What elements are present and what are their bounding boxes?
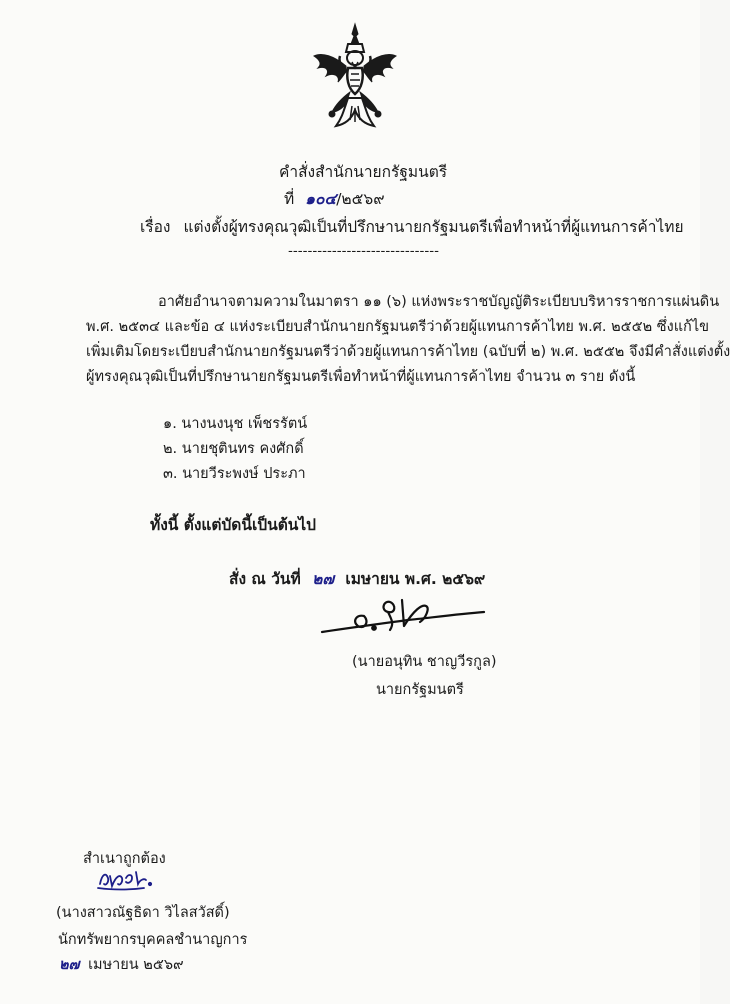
date-prefix: สั่ง ณ วันที่ xyxy=(229,570,301,588)
body-line-4: ผู้ทรงคุณวุฒิเป็นที่ปรึกษานายกรัฐมนตรีเพื่อทำหน้าที่ผู้แทนการค้าไทย จำนวน ๓ ราย ดังนี้ xyxy=(86,369,636,385)
garuda-emblem-icon xyxy=(308,22,402,132)
signatory-name: (นายอนุทิน ชาญวีรกูล) xyxy=(352,654,497,670)
signatory-position: นายกรัฐมนตรี xyxy=(376,682,464,698)
order-number-value: ๑๐๔ xyxy=(305,190,337,208)
order-date xyxy=(229,566,485,591)
certification-day: ๒๗ xyxy=(59,957,80,973)
appointee-2: ๒. นายชุตินทร คงศักดิ์ xyxy=(163,441,304,457)
certifier-initials-icon xyxy=(96,866,156,892)
certifier-name: (นางสาวณัฐธิดา วิไลสวัสดิ์) xyxy=(56,905,230,921)
appointee-1: ๑. นางนงนุช เพ็ชรรัตน์ xyxy=(163,416,308,432)
certification-label: สำเนาถูกต้อง xyxy=(83,851,166,867)
order-subject xyxy=(140,214,684,239)
header-divider: ------------------------------- xyxy=(288,243,440,259)
order-number-prefix: ที่ xyxy=(284,190,295,208)
order-number xyxy=(284,186,385,211)
body-line-1: อาศัยอำนาจตามความในมาตรา ๑๑ (๖) แห่งพระราชบัญญัติระเบียบบริหารราชการแผ่นดิน xyxy=(158,294,720,310)
order-number-year: /๒๕๖๙ xyxy=(336,190,385,208)
certifier-position: นักทรัพยากรบุคคลชำนาญการ xyxy=(58,932,248,948)
date-month-year: เมษายน พ.ศ. ๒๕๖๙ xyxy=(345,570,486,588)
body-line-3: เพิ่มเติมโดยระเบียบสำนักนายกรัฐมนตรีว่าด้วยผู้แทนการค้าไทย (ฉบับที่ ๒) พ.ศ. ๒๕๕๒ จึงมีคำสั่งแต่งตั้ง xyxy=(86,344,730,360)
certification-month-year: เมษายน ๒๕๖๙ xyxy=(88,957,184,973)
subject-text: แต่งตั้งผู้ทรงคุณวุฒิเป็นที่ปรึกษานายกรัฐมนตรีเพื่อทำหน้าที่ผู้แทนการค้าไทย xyxy=(183,218,684,236)
body-line-2: พ.ศ. ๒๕๓๔ และข้อ ๔ แห่งระเบียบสำนักนายกรัฐมนตรีว่าด้วยผู้แทนการค้าไทย พ.ศ. ๒๕๕๒ ซึ่งแก้ไข xyxy=(86,319,710,335)
body-paragraph xyxy=(86,290,730,390)
effective-clause: ทั้งนี้ ตั้งแต่บัดนี้เป็นต้นไป xyxy=(150,516,316,534)
subject-label: เรื่อง xyxy=(140,218,171,236)
order-title: คำสั่งสำนักนายกรัฐมนตรี xyxy=(279,163,448,181)
appointee-3: ๓. นายวีระพงษ์ ประภา xyxy=(163,466,306,482)
prime-minister-signature-icon xyxy=(318,590,488,646)
date-day: ๒๗ xyxy=(312,570,334,588)
certification-date xyxy=(59,953,184,976)
